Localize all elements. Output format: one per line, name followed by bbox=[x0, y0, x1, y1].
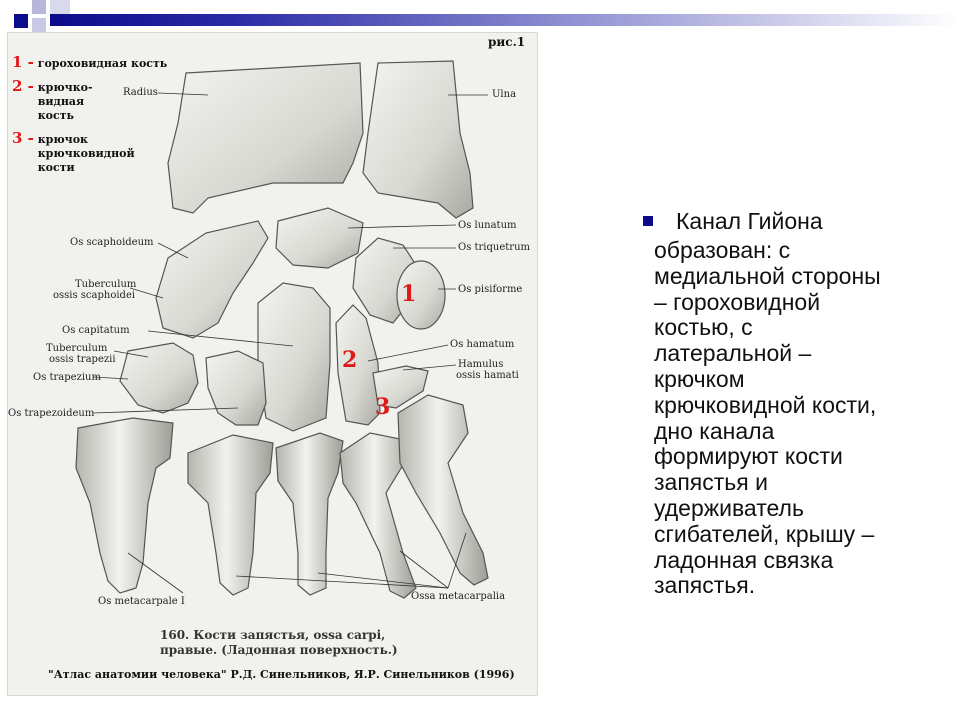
label-os-metacarpale: Os metacarpale I bbox=[98, 596, 185, 607]
marker-3: 3 bbox=[375, 394, 391, 420]
legend-text-2: крючко- видная кость bbox=[37, 81, 93, 122]
legend-item-3 bbox=[12, 131, 135, 175]
content-title: Канал Гийона bbox=[676, 208, 823, 234]
label-tuberculum-scaphoidei bbox=[53, 279, 136, 301]
label-ulna: Ulna bbox=[492, 89, 517, 100]
marker-2: 2 bbox=[342, 347, 358, 373]
figure-caption bbox=[160, 628, 398, 658]
marker-1: 1 bbox=[401, 281, 417, 307]
legend-text-3: крючок крючковидной кости bbox=[37, 133, 135, 174]
label-ossa-metacarpalia: Ossa metacarpalia bbox=[411, 591, 506, 602]
figure-caption-line2: правые. (Ладонная поверхность.) bbox=[160, 643, 398, 657]
anatomy-figure bbox=[7, 32, 538, 696]
label-os-triquetrum: Os triquetrum bbox=[458, 242, 530, 253]
label-os-scaphoideum: Os scaphoideum bbox=[70, 237, 154, 248]
legend-num-3: 3 - bbox=[12, 129, 34, 147]
figure-caption-line1: 160. Кости запястья, ossa carpi, bbox=[160, 628, 386, 642]
legend-item-1 bbox=[12, 55, 167, 71]
label-tuberculum-trapezii-line1: Tuberculum bbox=[46, 343, 108, 354]
header-gradient-bar bbox=[50, 14, 960, 26]
legend-text-1: гороховидная кость bbox=[37, 57, 168, 70]
label-hamulus-line2: ossis hamati bbox=[456, 370, 519, 381]
label-tuberculum-trapezii bbox=[46, 343, 116, 365]
label-os-pisiforme: Os pisiforme bbox=[458, 284, 523, 295]
label-os-lunatum: Os lunatum bbox=[458, 220, 517, 231]
content-body: образован: с медиальной стороны – гороховидной костью, с латеральной – крючком крючковидной кости, дно канала формируют кости запястья и удерживатель сгибателей, крышу – ладонная связка запястья. bbox=[654, 237, 881, 599]
label-os-trapezoideum: Os trapezoideum bbox=[8, 408, 95, 419]
legend-num-1: 1 - bbox=[12, 53, 34, 71]
label-hamulus-line1: Hamulus bbox=[458, 359, 504, 370]
label-os-capitatum: Os capitatum bbox=[62, 325, 130, 336]
label-radius: Radius bbox=[123, 87, 158, 98]
label-tuberculum-trapezii-line2: ossis trapezii bbox=[49, 354, 116, 365]
label-tuberculum-scaphoidei-line1: Tuberculum bbox=[75, 279, 137, 290]
figure-source: "Атлас анатомии человека" Р.Д. Синельников, Я.Р. Синельников (1996) bbox=[48, 668, 515, 681]
label-tuberculum-scaphoidei-line2: ossis scaphoidei bbox=[53, 290, 136, 301]
bullet-square-icon bbox=[643, 216, 653, 226]
label-os-trapezium: Os trapezium bbox=[33, 372, 101, 383]
figure-number: рис.1 bbox=[488, 35, 526, 49]
legend-item-2 bbox=[12, 79, 93, 123]
label-os-hamatum: Os hamatum bbox=[450, 339, 515, 350]
legend-num-2: 2 - bbox=[12, 77, 34, 95]
label-hamulus bbox=[456, 359, 519, 381]
